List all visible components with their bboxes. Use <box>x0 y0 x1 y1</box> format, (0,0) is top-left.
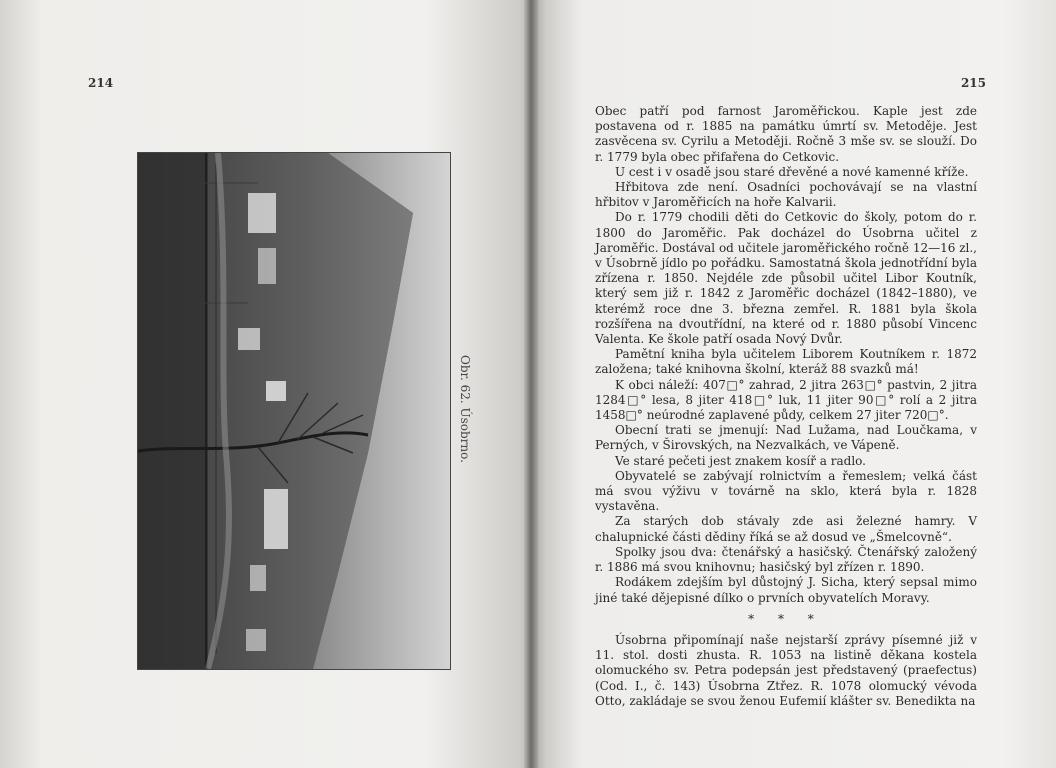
figure-caption: Obr. 62. Úsobrno. <box>458 355 472 463</box>
paragraph: U cest i v osadě jsou staré dřevěné a nové kamenné kříže. <box>615 164 969 179</box>
paragraph: Rodákem zdejším byl důstojný J. Sicha, který sepsal mimo jiné také dějepisné dílko o prvních obyvatelích Moravy. <box>595 575 977 605</box>
book-gutter <box>524 0 538 768</box>
paragraph: Do r. 1779 chodili děti do Cetkovic do školy, potom do r. 1800 do Jaroměřic. Pak docházel do Úsobrna učitel z Jaroměřic. Dostával od učitele jaroměřického ročně 12—16 zl., v Úsobrně jídlo po pořádku. Samostatná škola jednotřídní byla zřízena r. 1850. Nejdéle zde působil učitel Libor Koutník, který sem již r. 1842 z Jaroměřic docházel (1842–1880), ve kterémž roce dne 3. března zemřel. R. 1881 byla škola rozšířena na dvoutřídní, na které od r. 1880 působí Vincenc Valenta. Ke škole patří osada Nový Dvůr. <box>595 210 977 347</box>
village-photo <box>137 152 451 670</box>
photo-illustration <box>138 153 450 669</box>
closing-paragraph: Úsobrna připomínají naše nejstarší zprávy písemné již v 11. stol. dosti zhusta. R. 1053 na listině děkana kostela olomuckého sv. Petra podepsán jest představený (praefectus) (Cod. I., č. 143) Úsobrna Ztřez. R. 1078 olomucký vévoda Otto, zakládaje se svou ženou Eufemií klášter sv. Benedikta na <box>595 632 977 708</box>
paragraph: Obecní trati se jmenují: Nad Lužama, nad Loučkama, v Perných, v Širovských, na Nezvalkách, ve Vápeně. <box>595 423 977 453</box>
paragraph: Za starých dob stávaly zde asi železné hamry. V chalupnické části dědiny říká se až dosud ve „Šmelcovně“. <box>595 514 977 544</box>
paragraph: K obci náleží: 407□° zahrad, 2 jitra 263□° pastvin, 2 jitra 1284□° lesa, 8 jiter 418□° luk, 11 jiter 90□° rolí a 2 jitra 1458□° neúrodné zaplavené půdy, celkem 27 jiter 720□°. <box>595 377 977 423</box>
paragraph: Pamětní kniha byla učitelem Liborem Koutníkem r. 1872 založena; také knihovna školní, kteráž 88 svazků má! <box>595 347 977 377</box>
paragraph: Spolky jsou dva: čtenářský a hasičský. Čtenářský založený r. 1886 má svou knihovnu; hasičský byl zřízen r. 1890. <box>595 544 977 575</box>
section-separator: * * * <box>748 611 824 626</box>
paragraph: Obec patří pod farnost Jaroměřickou. Kaple jest zde postavena od r. 1885 na památku úmrtí sv. Metoděje. Jest zasvěcena sv. Cyrilu a Metoději. Ročně 3 mše sv. se slouží. Do r. 1779 byla obec přifařena do Cetkovic. <box>595 104 977 164</box>
page-number-right: 215 <box>960 76 986 90</box>
page-number-left: 214 <box>88 76 114 90</box>
paragraph: Ve staré pečeti jest znakem kosíř a radlo. <box>615 453 866 468</box>
body-text <box>595 104 977 709</box>
paragraph: Hřbitova zde není. Osadníci pochovávají se na vlastní hřbitov v Jaroměřicích na hoře Kalvarii. <box>595 180 977 210</box>
paragraph: Obyvatelé se zabývají rolnictvím a řemeslem; velká část má svou výživu v továrně na sklo, která byla r. 1828 vystavěna. <box>595 468 977 514</box>
